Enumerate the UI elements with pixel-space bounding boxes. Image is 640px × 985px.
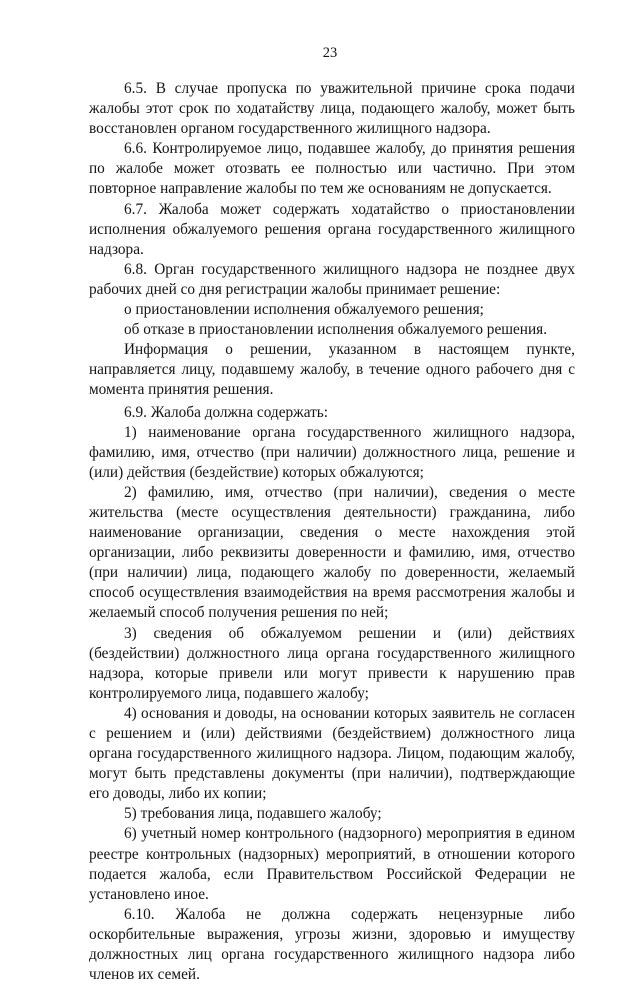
paragraph-6-9-item-1: 1) наименование органа государственного жилищного надзора, фамилию, имя, отчество (при наличии) должностного лица, решение и (или) действия (бездействие) которых обжалуются; [89,423,575,481]
paragraph-6-8-option-suspend: о приостановлении исполнения обжалуемого решения; [124,301,484,319]
paragraph-6-7: 6.7. Жалоба может содержать ходатайство о приостановлении исполнения обжалуемого решения органа государственного жилищного надзора. [89,200,575,258]
paragraph-6-8-option-refuse: об отказе в приостановлении исполнения обжалуемого решения. [124,321,548,339]
paragraph-6-9-item-3: 3) сведения об обжалуемом решении и (или) действиях (бездействии) должностного лица органа государственного жилищного надзора, которые привели или могут привести к нарушению прав контролируемого лица, подавшего жалобу; [89,624,575,702]
paragraph-6-5: 6.5. В случае пропуска по уважительной причине срока подачи жалобы этот срок по ходатайству лица, подающего жалобу, может быть восстановлен органом государственного жилищного надзора. [89,80,575,138]
body-text [89,79,575,985]
paragraph-6-9-item-6: 6) учетный номер контрольного (надзорного) мероприятия в едином реестре контрольных (надзорных) мероприятий, в отношении которого подается жалоба, если Правительством Российской Федерации не установлено иное. [89,825,575,903]
page-number: 23 [322,45,338,61]
paragraph-6-6: 6.6. Контролируемое лицо, подавшее жалобу, до принятия решения по жалобе может отозвать ее полностью или частично. При этом повторное направление жалобы по тем же основаниям не допускается. [89,140,575,198]
paragraph-6-8: 6.8. Орган государственного жилищного надзора не позднее двух рабочих дней со дня регистрации жалобы принимает решение: [89,260,575,298]
paragraph-6-9-item-2: 2) фамилию, имя, отчество (при наличии), сведения о месте жительства (месте осуществления деятельности) гражданина, либо наименование организации, сведения о месте нахождения этой организации, либо реквизиты доверенности и фамилию, имя, отчество (при наличии) лица, подающего жалобу по доверенности, желаемый способ осуществления взаимодействия на время рассмотрения жалобы и желаемый способ получения решения по ней; [89,483,575,622]
paragraph-6-9-item-5: 5) требования лица, подавшего жалобу; [124,805,382,823]
paragraph-6-9-item-4: 4) основания и доводы, на основании которых заявитель не согласен с решением и (или) действиями (бездействием) должностного лица органа государственного жилищного надзора. Лицом, подающим жалобу, могут быть представлены документы (при наличии), подтверждающие его доводы, либо их копии; [89,704,575,803]
paragraph-6-10: 6.10. Жалоба не должна содержать нецензурные либо оскорбительные выражения, угрозы жизни, здоровью и имуществу должностных лиц органа государственного жилищного надзора либо членов их семей. [89,905,575,984]
paragraph-6-8-information: Информация о решении, указанном в настоящем пункте, направляется лицу, подавшему жалобу, в течение одного рабочего дня с момента принятия решения. [89,341,575,399]
paragraph-6-9: 6.9. Жалоба должна содержать: [124,403,329,421]
